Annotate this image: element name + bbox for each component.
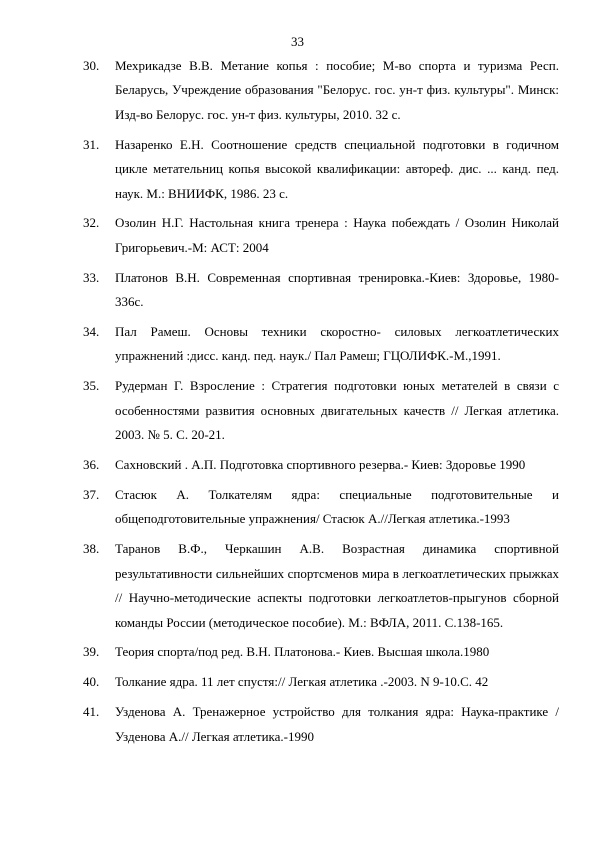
reference-text: Таранов В.Ф., Черкашин А.В. Возрастная динамика спортивной результативности сильнейших спортсменов мира в легкоатлетических прыжках // Научно-методические аспекты подготовки легкоатлетов-прыгунов сборной команды России (методическое пособие). М.: ВФЛА, 2011. С.138-165. <box>115 541 559 630</box>
reference-number: 30. <box>83 58 100 73</box>
reference-number: 36. <box>83 457 100 473</box>
reference-text: Назаренко Е.Н. Соотношение средств специальной подготовки в годичном цикле метательниц копья высокой квалификации: автореф. дис. ... канд. пед. наук. М.: ВНИИФК, 1986. 23 с. <box>115 136 559 201</box>
reference-text: Узденова А. Тренажерное устройство для толкания ядра: Наука-практике / Узденова А.// Легкая атлетика.-1990 <box>115 704 559 744</box>
reference-number: 34. <box>83 324 100 340</box>
reference-text: Платонов В.Н. Современная спортивная тренировка.-Киев: Здоровье, 1980-336с. <box>115 269 559 310</box>
reference-item <box>83 670 559 694</box>
reference-list <box>83 54 559 755</box>
reference-text: Толкание ядра. 11 лет спустя:// Легкая атлетика .-2003. N 9-10.С. 42 <box>115 674 489 690</box>
reference-item <box>83 133 559 206</box>
reference-item <box>83 453 559 477</box>
reference-number: 35. <box>83 378 100 394</box>
reference-number: 31. <box>83 136 100 152</box>
reference-number: 41. <box>83 704 100 720</box>
reference-item <box>83 483 559 532</box>
reference-text: Сахновский . А.П. Подготовка спортивного резерва.- Киев: Здоровье 1990 <box>115 457 526 473</box>
reference-text: Рудерман Г. Взросление : Стратегия подготовки юных метателей в связи с особенностями развития основных двигательных качеств // Легкая атлетика. 2003. № 5. С. 20-21. <box>115 378 559 443</box>
reference-number: 39. <box>83 644 100 660</box>
reference-number: 37. <box>83 487 100 502</box>
reference-number: 40. <box>83 674 100 690</box>
reference-item <box>83 700 559 749</box>
reference-item <box>83 266 559 315</box>
page-number: 33 <box>291 34 304 49</box>
reference-text: Стасюк А. Толкателям ядра: специальные подготовительные и общеподготовительные упражнения/ Стасюк А.//Легкая атлетика.-1993 <box>115 487 559 527</box>
reference-text: Пал Рамеш. Основы техники скоростно- силовых легкоатлетических упражнений :дисс. канд. пед. наук./ Пал Рамеш; ГЦОЛИФК.-М.,1991. <box>115 324 559 364</box>
reference-text: Озолин Н.Г. Настольная книга тренера : Наука побеждать / Озолин Николай Григорьевич.-М: АСТ: 2004 <box>115 215 559 255</box>
reference-item <box>83 537 559 635</box>
reference-text: Теория спорта/под ред. В.Н. Платонова.- Киев. Высшая школа.1980 <box>115 644 490 660</box>
reference-number: 38. <box>83 541 100 557</box>
reference-item <box>83 320 559 369</box>
reference-item <box>83 54 559 127</box>
reference-item <box>83 374 559 447</box>
reference-number: 33. <box>83 269 100 285</box>
reference-item <box>83 640 559 664</box>
reference-item <box>83 211 559 260</box>
reference-text: Мехрикадзе В.В. Метание копья : пособие; М-во спорта и туризма Респ. Беларусь, Учреждение образования "Белорус. гос. ун-т физ. культуры". Минск: Изд-во Белорус. гос. ун-т физ. культуры, 2010. 32 с. <box>115 58 559 122</box>
reference-number: 32. <box>83 215 100 231</box>
